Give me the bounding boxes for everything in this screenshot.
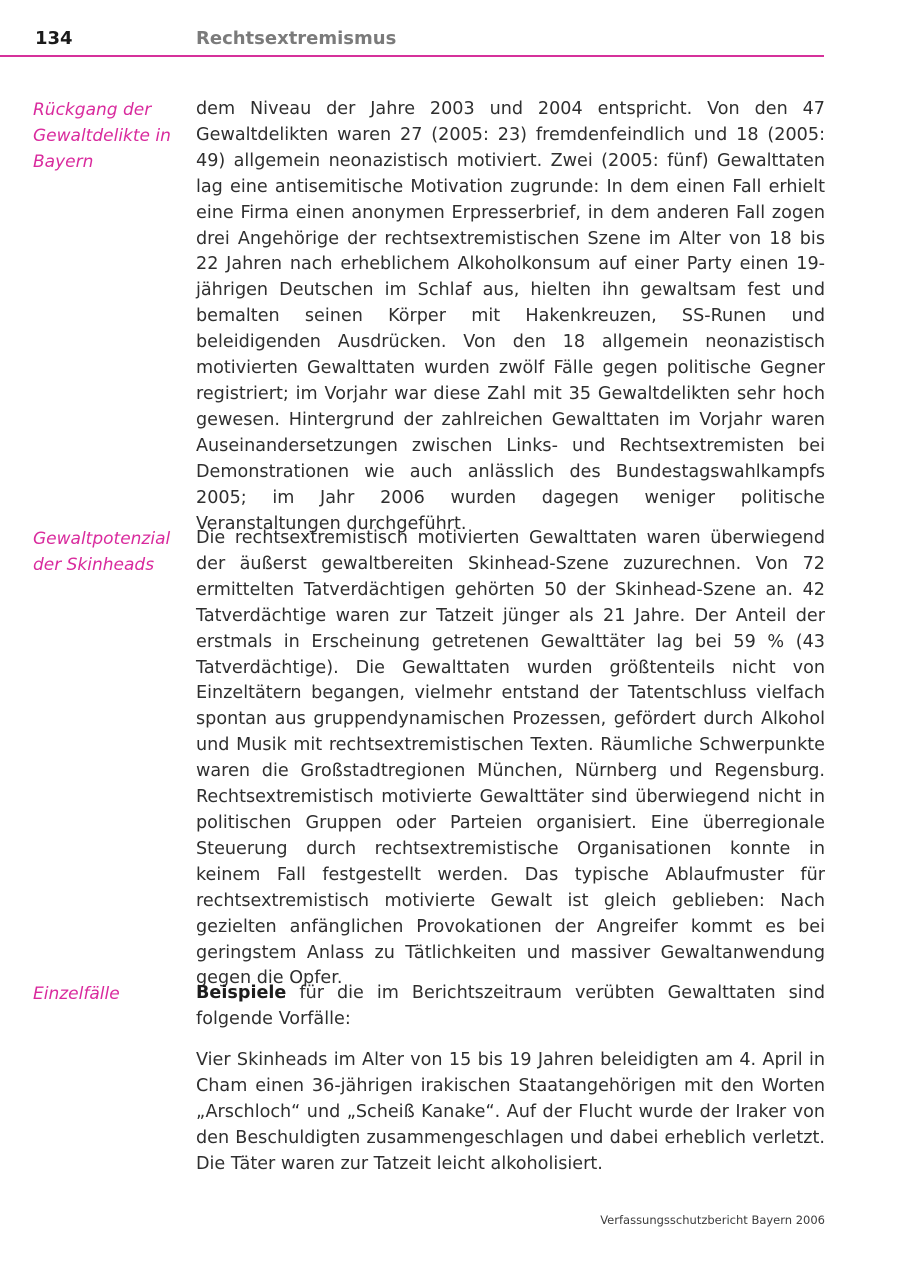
margin-note-gewaltpotenzial: Gewaltpotenzial der Skinheads xyxy=(33,529,171,575)
page-header xyxy=(0,0,824,57)
beispiele-bold: Beispiele xyxy=(196,983,287,1003)
header-rule xyxy=(0,55,824,57)
paragraph-gewaltpotenzial: Die rechtsextremistisch motivierten Gewalttaten waren überwiegend der äußerst gewaltbereiten Skinhead-Szene zuzurechnen. Von 72 ermittelten Tatverdächtigen gehörten 50 der Skinhead-Szene an. 42 Tatverdächtige waren zur Tatzeit jünger als 21 Jahre. Der Anteil der erstmals in Erscheinung getretenen Gewalttäter lag bei 59 % (43 Tatverdächtige). Die Gewalttaten wurden größtenteils nicht von Einzeltätern begangen, vielmehr entstand der Tatentschluss vielfach spontan aus gruppendynamischen Prozessen, gefördert durch Alkohol und Musik mit rechtsextremistischen Texten. Räumliche Schwerpunkte waren die Großstadtregionen München, Nürnberg und Regensburg. Rechtsextremistisch motivierte Gewalttäter sind überwiegend nicht in politischen Gruppen oder Parteien organisiert. Eine überregionale Steuerung durch rechtsextremistische Organisationen konnte in keinem Fall festgestellt werden. Das typische Ablaufmuster für rechtsextremistisch motivierte Gewalt ist gleich geblieben: Nach gezielten anfänglichen Provokationen der Angreifer kommt es bei geringstem Anlass zu Tätlichkeiten und massiver Gewaltanwendung gegen die Opfer. xyxy=(196,528,825,989)
paragraph-beispiele xyxy=(196,981,825,1033)
beispiele-text: für die im Berichtszeitraum verübten Gewalttaten sind folgende Vorfälle: xyxy=(196,983,825,1029)
paragraph-cham-incident: Vier Skinheads im Alter von 15 bis 19 Jahren beleidigten am 4. April in Cham einen 36-jährigen irakischen Staatangehörigen mit den Worten „Arschloch“ und „Scheiß Kanake“. Auf der Flucht wurde der Iraker von den Beschuldigten zusammengeschlagen und dabei erheblich verletzt. Die Täter waren zur Tatzeit leicht alkoholisiert. xyxy=(196,1050,825,1174)
page-number: 134 xyxy=(35,28,73,49)
page-footer: Verfassungsschutzbericht Bayern 2006 xyxy=(600,1213,825,1227)
margin-note-rueckgang: Rückgang der Gewaltdelikte in Bayern xyxy=(33,100,171,172)
margin-note-einzelfaelle: Einzelfälle xyxy=(33,984,120,1004)
running-title: Rechtsextremismus xyxy=(196,28,397,49)
paragraph-rueckgang: dem Niveau der Jahre 2003 und 2004 entspricht. Von den 47 Gewaltdelikten waren 27 (2005: 23) fremdenfeindlich und 18 (2005: 49) allgemein neonazistisch motiviert. Zwei (2005: fünf) Gewalttaten lag eine antisemitische Motivation zugrunde: In dem einen Fall erhielt eine Firma einen anonymen Erpresserbrief, in dem anderen Fall zogen drei Angehörige der rechtsextremistischen Szene im Alter von 18 bis 22 Jahren nach erheblichem Alkoholkonsum auf einer Party einen 19-jährigen Deutschen im Schlaf aus, hielten ihn gewaltsam fest und bemalten seinen Körper mit Hakenkreuzen, SS-Runen und beleidigenden Ausdrücken. Von den 18 allgemein neonazistisch motivierten Gewalttaten wurden zwölf Fälle gegen politische Gegner registriert; im Vorjahr war diese Zahl mit 35 Gewaltdelikten sehr hoch gewesen. Hintergrund der zahlreichen Gewalttaten im Vorjahr waren Auseinandersetzungen zwischen Links- und Rechtsextremisten bei Demonstrationen wie auch anlässlich des Bundestagswahlkampfs 2005; im Jahr 2006 wurden dagegen weniger politische Veranstaltungen durchgeführt. xyxy=(196,99,825,534)
